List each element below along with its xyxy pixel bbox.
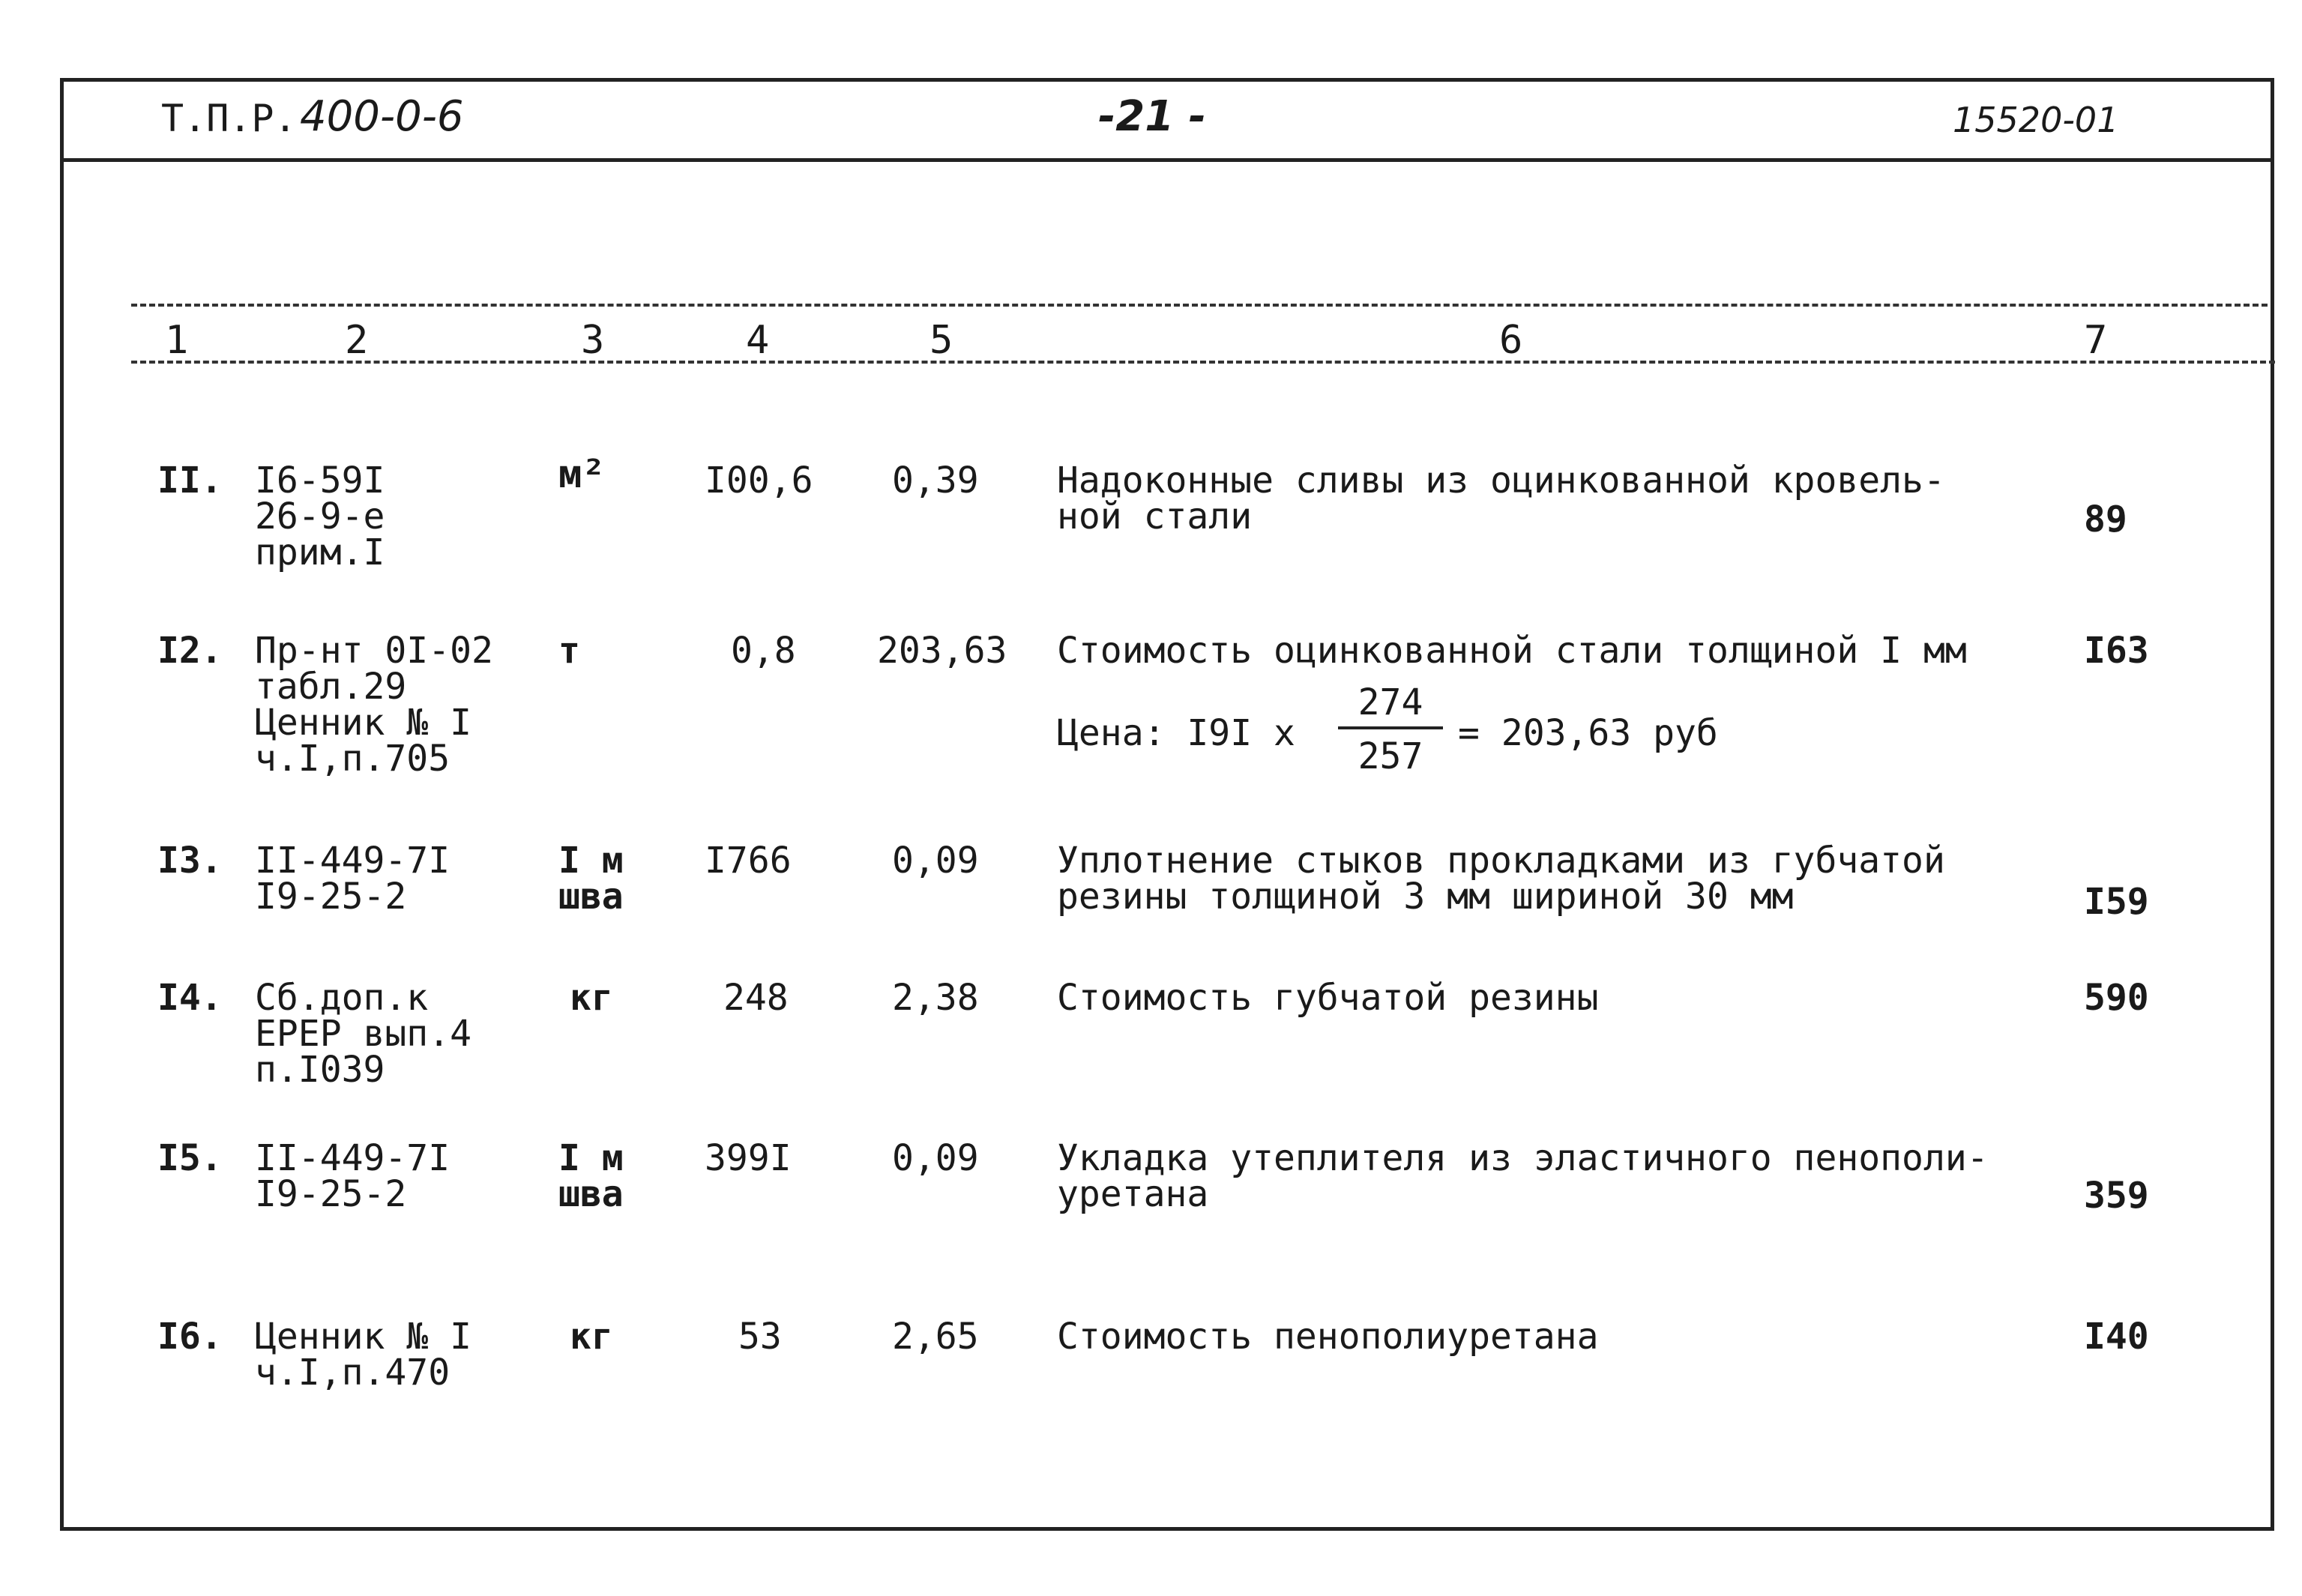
fraction-bar bbox=[1338, 726, 1443, 729]
document-code: 15520-01 bbox=[1953, 100, 2119, 140]
row-quantity: 248 bbox=[723, 977, 789, 1019]
price-formula-prefix: Цена: I9I х bbox=[1057, 712, 1295, 754]
header-divider bbox=[64, 158, 2271, 162]
column-number-5: 5 bbox=[929, 318, 953, 363]
row-price: 0,09 bbox=[892, 1137, 979, 1179]
row-total: 359 bbox=[2084, 1175, 2149, 1217]
row-reference: II-449-7I I9-25-2 bbox=[255, 1137, 451, 1215]
row-description: Укладка утеплителя из эластичного пенополи- уретана bbox=[1057, 1137, 1989, 1215]
price-formula-denominator: 257 bbox=[1358, 735, 1423, 777]
row-number: I2. bbox=[157, 630, 223, 672]
row-price: 2,38 bbox=[892, 977, 979, 1019]
row-description: Уплотнение стыков прокладками из губчатой резины толщиной 3 мм шириной 30 мм bbox=[1057, 840, 1945, 918]
row-unit: т bbox=[558, 630, 580, 672]
page-number: -21 - bbox=[1098, 92, 1206, 141]
row-description: Стоимость губчатой резины bbox=[1057, 977, 1599, 1019]
column-header-top-rule bbox=[131, 304, 2268, 307]
doc-number: 400-0-6 bbox=[300, 92, 464, 141]
row-unit: I м шва bbox=[558, 1137, 624, 1215]
column-number-2: 2 bbox=[345, 318, 369, 363]
row-price: 0,09 bbox=[892, 840, 979, 882]
row-total: I40 bbox=[2084, 1316, 2149, 1358]
row-reference: Сб.доп.к ЕРЕР вып.4 п.I039 bbox=[255, 977, 471, 1091]
row-unit: кг bbox=[570, 1316, 613, 1358]
row-quantity: 0,8 bbox=[731, 630, 796, 672]
column-number-1: 1 bbox=[165, 318, 189, 363]
row-number: I5. bbox=[157, 1137, 223, 1179]
row-quantity: I766 bbox=[705, 840, 792, 882]
row-number: II. bbox=[157, 460, 223, 502]
row-total: 89 bbox=[2084, 499, 2127, 540]
row-number: I6. bbox=[157, 1316, 223, 1358]
doc-prefix: Т.П.Р. bbox=[161, 97, 297, 140]
row-description: Надоконные сливы из оцинкованной кровель- ной стали bbox=[1057, 460, 1945, 537]
row-total: I63 bbox=[2084, 630, 2149, 672]
document-sheet bbox=[60, 78, 2274, 1531]
row-price: 0,39 bbox=[892, 460, 979, 502]
row-price: 203,63 bbox=[877, 630, 1007, 672]
price-formula-numerator: 274 bbox=[1358, 681, 1423, 723]
row-quantity: 53 bbox=[738, 1316, 782, 1358]
row-unit: I м шва bbox=[558, 840, 624, 918]
row-number: I3. bbox=[157, 840, 223, 882]
column-number-3: 3 bbox=[581, 318, 605, 363]
row-total: 590 bbox=[2084, 977, 2149, 1019]
row-reference: I6-59I 26-9-е прим.I bbox=[255, 460, 385, 573]
column-number-7: 7 bbox=[2084, 318, 2108, 363]
row-quantity: I00,6 bbox=[705, 460, 813, 502]
price-formula-result: = 203,63 руб bbox=[1458, 712, 1718, 754]
column-number-4: 4 bbox=[746, 318, 770, 363]
row-reference: II-449-7I I9-25-2 bbox=[255, 840, 451, 918]
row-quantity: 399I bbox=[705, 1137, 792, 1179]
row-price: 2,65 bbox=[892, 1316, 979, 1358]
row-description: Стоимость пенополиуретана bbox=[1057, 1316, 1599, 1358]
row-reference: Ценник № I ч.I,п.470 bbox=[255, 1316, 471, 1394]
row-unit: кг bbox=[570, 977, 613, 1019]
column-number-6: 6 bbox=[1499, 318, 1523, 363]
row-number: I4. bbox=[157, 977, 223, 1019]
row-unit: м² bbox=[558, 452, 606, 497]
row-total: I59 bbox=[2084, 881, 2149, 923]
row-description: Стоимость оцинкованной стали толщиной I мм bbox=[1057, 630, 1967, 672]
column-header-bottom-rule bbox=[131, 361, 2275, 364]
row-reference: Пр-нт 0I-02 табл.29 Ценник № I ч.I,п.705 bbox=[255, 630, 493, 780]
